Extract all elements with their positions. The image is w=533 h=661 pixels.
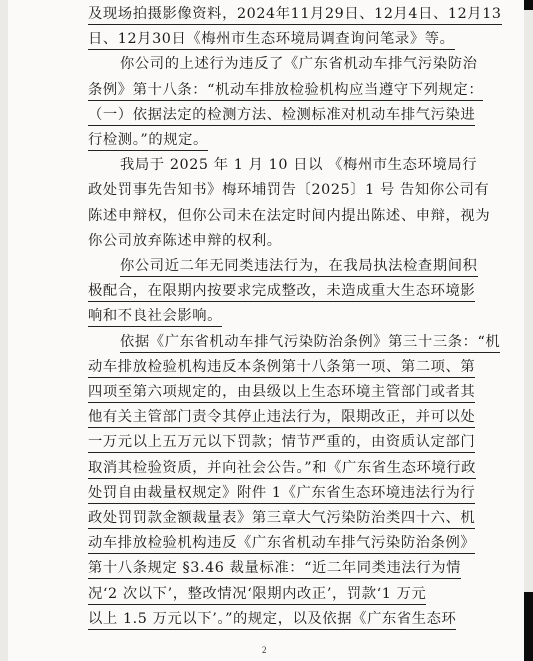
text-line: 动车排放检验机构违反《广东省机动车排气污染防治条例》 [88,533,475,554]
text-line: 取消其检验资质，并向社会公告。”和《广东省生态环境行政 [88,458,476,479]
text-line: 政处罚罚款金额裁量表》第三章大气污染防治类四十六、机 [88,508,475,529]
text-line: 政处罚事先告知书》梅环埔罚告〔2025〕1 号 告知你公司有 [88,182,490,199]
text-line: （一）依据法定的检测方法、检测标准对机动车排气污染进 [88,105,475,126]
text-line: 他有关主管部门责令其停止违法行为，限期改正，并可以处 [88,407,475,428]
text-line: 动车排放检验机构违反本条例第十八条第一项、第二项、第 [88,357,475,378]
page-number: 2 [262,645,267,655]
text-line: 处罚自由裁量权规定》附件 1《广东省生态环境违法行为行 [88,483,475,504]
text-line: 第十八条规定 §3.46 裁量标准：“近二年同类违法行为情 [88,558,461,579]
scan-edge-top [524,0,533,10]
text-line: 行检测。”的规定。 [88,130,208,151]
text-line: 条例》第十八条：“机动车排放检验机构应当遵守下列规定： [88,80,483,101]
text-line: 你公司放弃陈述申辩的权利。 [88,232,282,249]
text-line: 况‘2 次以下’，整改情况‘限期内改正’，罚款‘1 万元 [88,584,426,605]
document-page [8,0,524,661]
scan-edge-bottom [524,592,533,661]
text-line: 以上 1.5 万元以下’。”的规定，以及依据《广东省生态环 [88,609,456,630]
text-line: 我局于 2025 年 1 月 10 日以 《梅州市生态环境局行 [120,157,478,174]
text-line: 你公司的上述行为违反了《广东省机动车排气污染防治 [120,56,478,73]
text-line: 及现场拍摄影像资料，2024年11月29日、12月4日、12月13 [88,4,502,25]
text-line: 四项至第六项规定的，由县级以上生态环境主管部门或者其 [88,382,475,403]
text-line: 日、12月30日《梅州市生态环境局调查询问笔录》等。 [88,29,455,50]
text-line: 依据《广东省机动车排气污染防治条例》第三十三条：“机 [120,332,500,353]
text-line: 你公司近二年无同类违法行为，在我局执法检查期间积 [120,256,478,277]
text-line: 陈述申辩权，但你公司未在法定时间内提出陈述、申辩，视为 [88,207,491,224]
text-line: 极配合，在限期内按要求完成整改，未造成重大生态环境影 [88,281,475,302]
text-line: 响和不良社会影响。 [88,306,222,327]
text-line: 一万元以上五万元以下罚款；情节严重的，由资质认定部门 [88,432,475,453]
